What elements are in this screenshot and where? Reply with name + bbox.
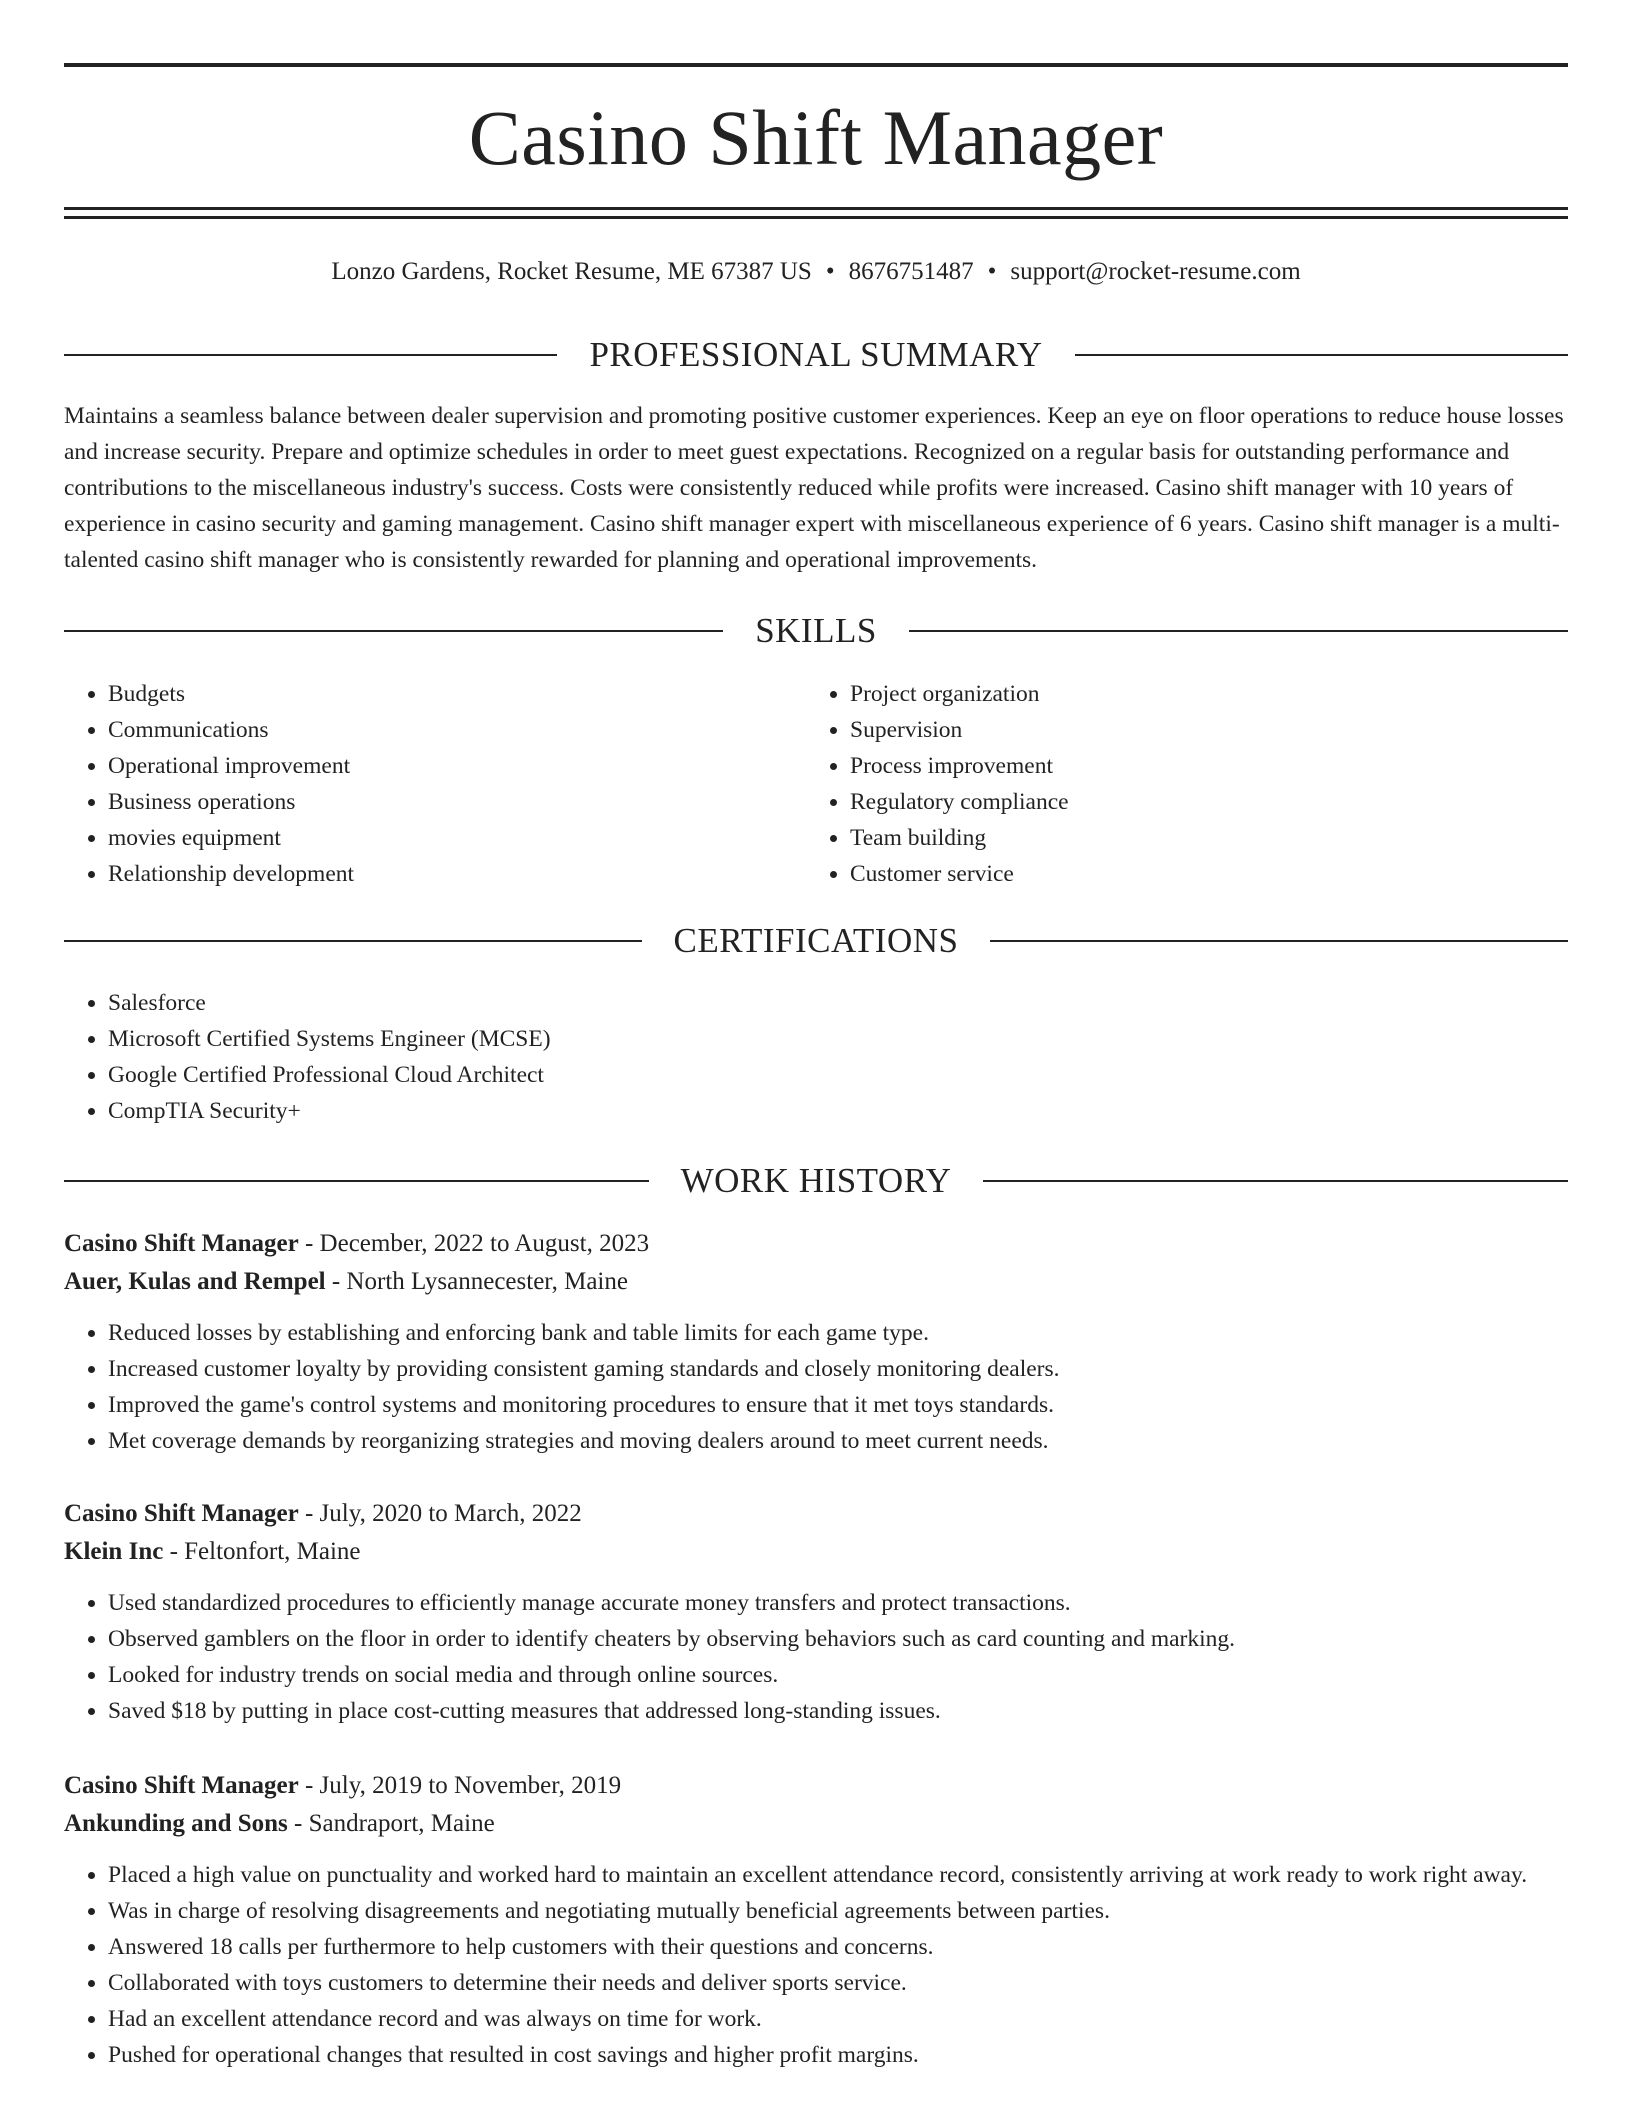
section-title: PROFESSIONAL SUMMARY (589, 335, 1043, 374)
skill-item: • Team building (850, 820, 1550, 856)
skill-item: • Project organization (850, 676, 1550, 712)
contact-separator: • (987, 258, 997, 285)
contact-email: support@rocket-resume.com (1010, 258, 1301, 285)
section-rule-right (909, 630, 1568, 632)
section-rule-right (990, 940, 1568, 942)
contact-separator: • (825, 258, 835, 285)
job-company-line (64, 1805, 1568, 1843)
skill-item: • Process improvement (850, 748, 1550, 784)
skill-item: • Supervision (850, 712, 1550, 748)
section-rule-left (64, 354, 557, 356)
section-rule-left (64, 630, 723, 632)
contact-phone: 8676751487 (848, 258, 974, 285)
section-title: WORK HISTORY (680, 1161, 952, 1200)
job-bullet: • Met coverage demands by reorganizing strategies and moving dealers around to meet current needs. (108, 1423, 1568, 1459)
job-bullets (64, 1585, 1568, 1729)
job-bullet: • Collaborated with toys customers to determine their needs and deliver sports service. (108, 1965, 1568, 2001)
section-header-work-history (64, 1158, 1568, 1204)
skill-item: • Budgets (108, 676, 808, 712)
job-bullets (64, 1857, 1568, 2073)
section-rule-left (64, 940, 642, 942)
top-rule (64, 63, 1568, 67)
certification-item: • CompTIA Security+ (108, 1093, 1612, 1129)
professional-summary-text: Maintains a seamless balance between dealer supervision and promoting positive customer experiences. Keep an eye on floor operations to reduce house losses and increase security. Prepare and optimize schedules in order to meet guest expectations. Recognized on a regular basis for outstanding performance and contributions to the miscellaneous industry's success. Costs were consistently reduced while profits were increased. Casino shift manager with 10 years of experience in casino security and gaming management. Casino shift manager expert with miscellaneous experience of 6 years. Casino shift manager is a multi-talented casino shift manager who is consistently rewarded for planning and operational improvements. (64, 403, 1564, 573)
title-rule-lower (64, 216, 1568, 219)
job-company: Klein Inc (64, 1538, 164, 1565)
contact-line (64, 252, 1568, 292)
job-dates: - December, 2022 to August, 2023 (298, 1230, 650, 1257)
job-bullet: • Answered 18 calls per furthermore to help customers with their questions and concerns. (108, 1929, 1568, 1965)
job-bullet: • Pushed for operational changes that resulted in cost savings and higher profit margins. (108, 2037, 1568, 2073)
job-bullet: • Improved the game's control systems and monitoring procedures to ensure that it met toys standards. (108, 1387, 1568, 1423)
job-bullet: • Placed a high value on punctuality and worked hard to maintain an excellent attendance record, consistently arriving at work ready to work right away. (108, 1857, 1568, 1893)
certification-item: • Salesforce (108, 985, 1612, 1021)
job-title-line (64, 1495, 1568, 1533)
job-title-line (64, 1767, 1568, 1805)
job-title-line (64, 1225, 1568, 1263)
job-dates: - July, 2020 to March, 2022 (298, 1500, 582, 1527)
job-dates: - July, 2019 to November, 2019 (298, 1772, 622, 1799)
job-location: - Sandraport, Maine (287, 1810, 495, 1837)
job-company-line (64, 1533, 1568, 1571)
job-title: Casino Shift Manager (64, 1500, 299, 1527)
title-rule-upper (64, 207, 1568, 210)
job-bullets (64, 1315, 1568, 1459)
section-rule-right (1075, 354, 1568, 356)
job-entry (64, 1225, 1568, 1459)
section-header-certifications (64, 918, 1568, 964)
certification-item: • Google Certified Professional Cloud Architect (108, 1057, 1612, 1093)
job-bullet: • Saved $18 by putting in place cost-cutting measures that addressed long-standing issues. (108, 1693, 1568, 1729)
section-rule-left (64, 1180, 649, 1182)
resume-title: Casino Shift Manager (468, 94, 1164, 181)
job-location: - North Lysannecester, Maine (325, 1268, 628, 1295)
job-entry (64, 1767, 1568, 2073)
job-bullet: • Observed gamblers on the floor in order to identify cheaters by observing behaviors such as card counting and marking. (108, 1621, 1568, 1657)
certifications-list (64, 985, 1612, 1129)
section-header-skills (64, 608, 1568, 654)
skill-item: • movies equipment (108, 820, 808, 856)
job-bullet: • Increased customer loyalty by providing consistent gaming standards and closely monitoring dealers. (108, 1351, 1568, 1387)
skill-item: • Customer service (850, 856, 1550, 892)
job-title: Casino Shift Manager (64, 1230, 299, 1257)
skill-item: • Relationship development (108, 856, 808, 892)
skill-item: • Communications (108, 712, 808, 748)
contact-address: Lonzo Gardens, Rocket Resume, ME 67387 US (331, 258, 812, 285)
skill-item: • Business operations (108, 784, 808, 820)
section-header-summary (64, 332, 1568, 378)
job-title: Casino Shift Manager (64, 1772, 299, 1799)
skill-item: • Operational improvement (108, 748, 808, 784)
certification-item: • Microsoft Certified Systems Engineer (MCSE) (108, 1021, 1612, 1057)
job-company: Ankunding and Sons (64, 1810, 288, 1837)
job-bullet: • Looked for industry trends on social media and through online sources. (108, 1657, 1568, 1693)
job-company-line (64, 1263, 1568, 1301)
job-bullet: • Used standardized procedures to efficiently manage accurate money transfers and protect transactions. (108, 1585, 1568, 1621)
skills-list-right (806, 676, 1550, 892)
job-bullet: • Was in charge of resolving disagreements and negotiating mutually beneficial agreements between parties. (108, 1893, 1568, 1929)
skills-list-left (64, 676, 808, 892)
job-bullet: • Reduced losses by establishing and enforcing bank and table limits for each game type. (108, 1315, 1568, 1351)
section-title: CERTIFICATIONS (673, 921, 959, 960)
job-bullet: • Had an excellent attendance record and was always on time for work. (108, 2001, 1568, 2037)
job-entry (64, 1495, 1568, 1729)
job-company: Auer, Kulas and Rempel (64, 1268, 326, 1295)
section-title: SKILLS (755, 611, 877, 650)
section-rule-right (983, 1180, 1568, 1182)
job-location: - Feltonfort, Maine (163, 1538, 361, 1565)
skill-item: • Regulatory compliance (850, 784, 1550, 820)
